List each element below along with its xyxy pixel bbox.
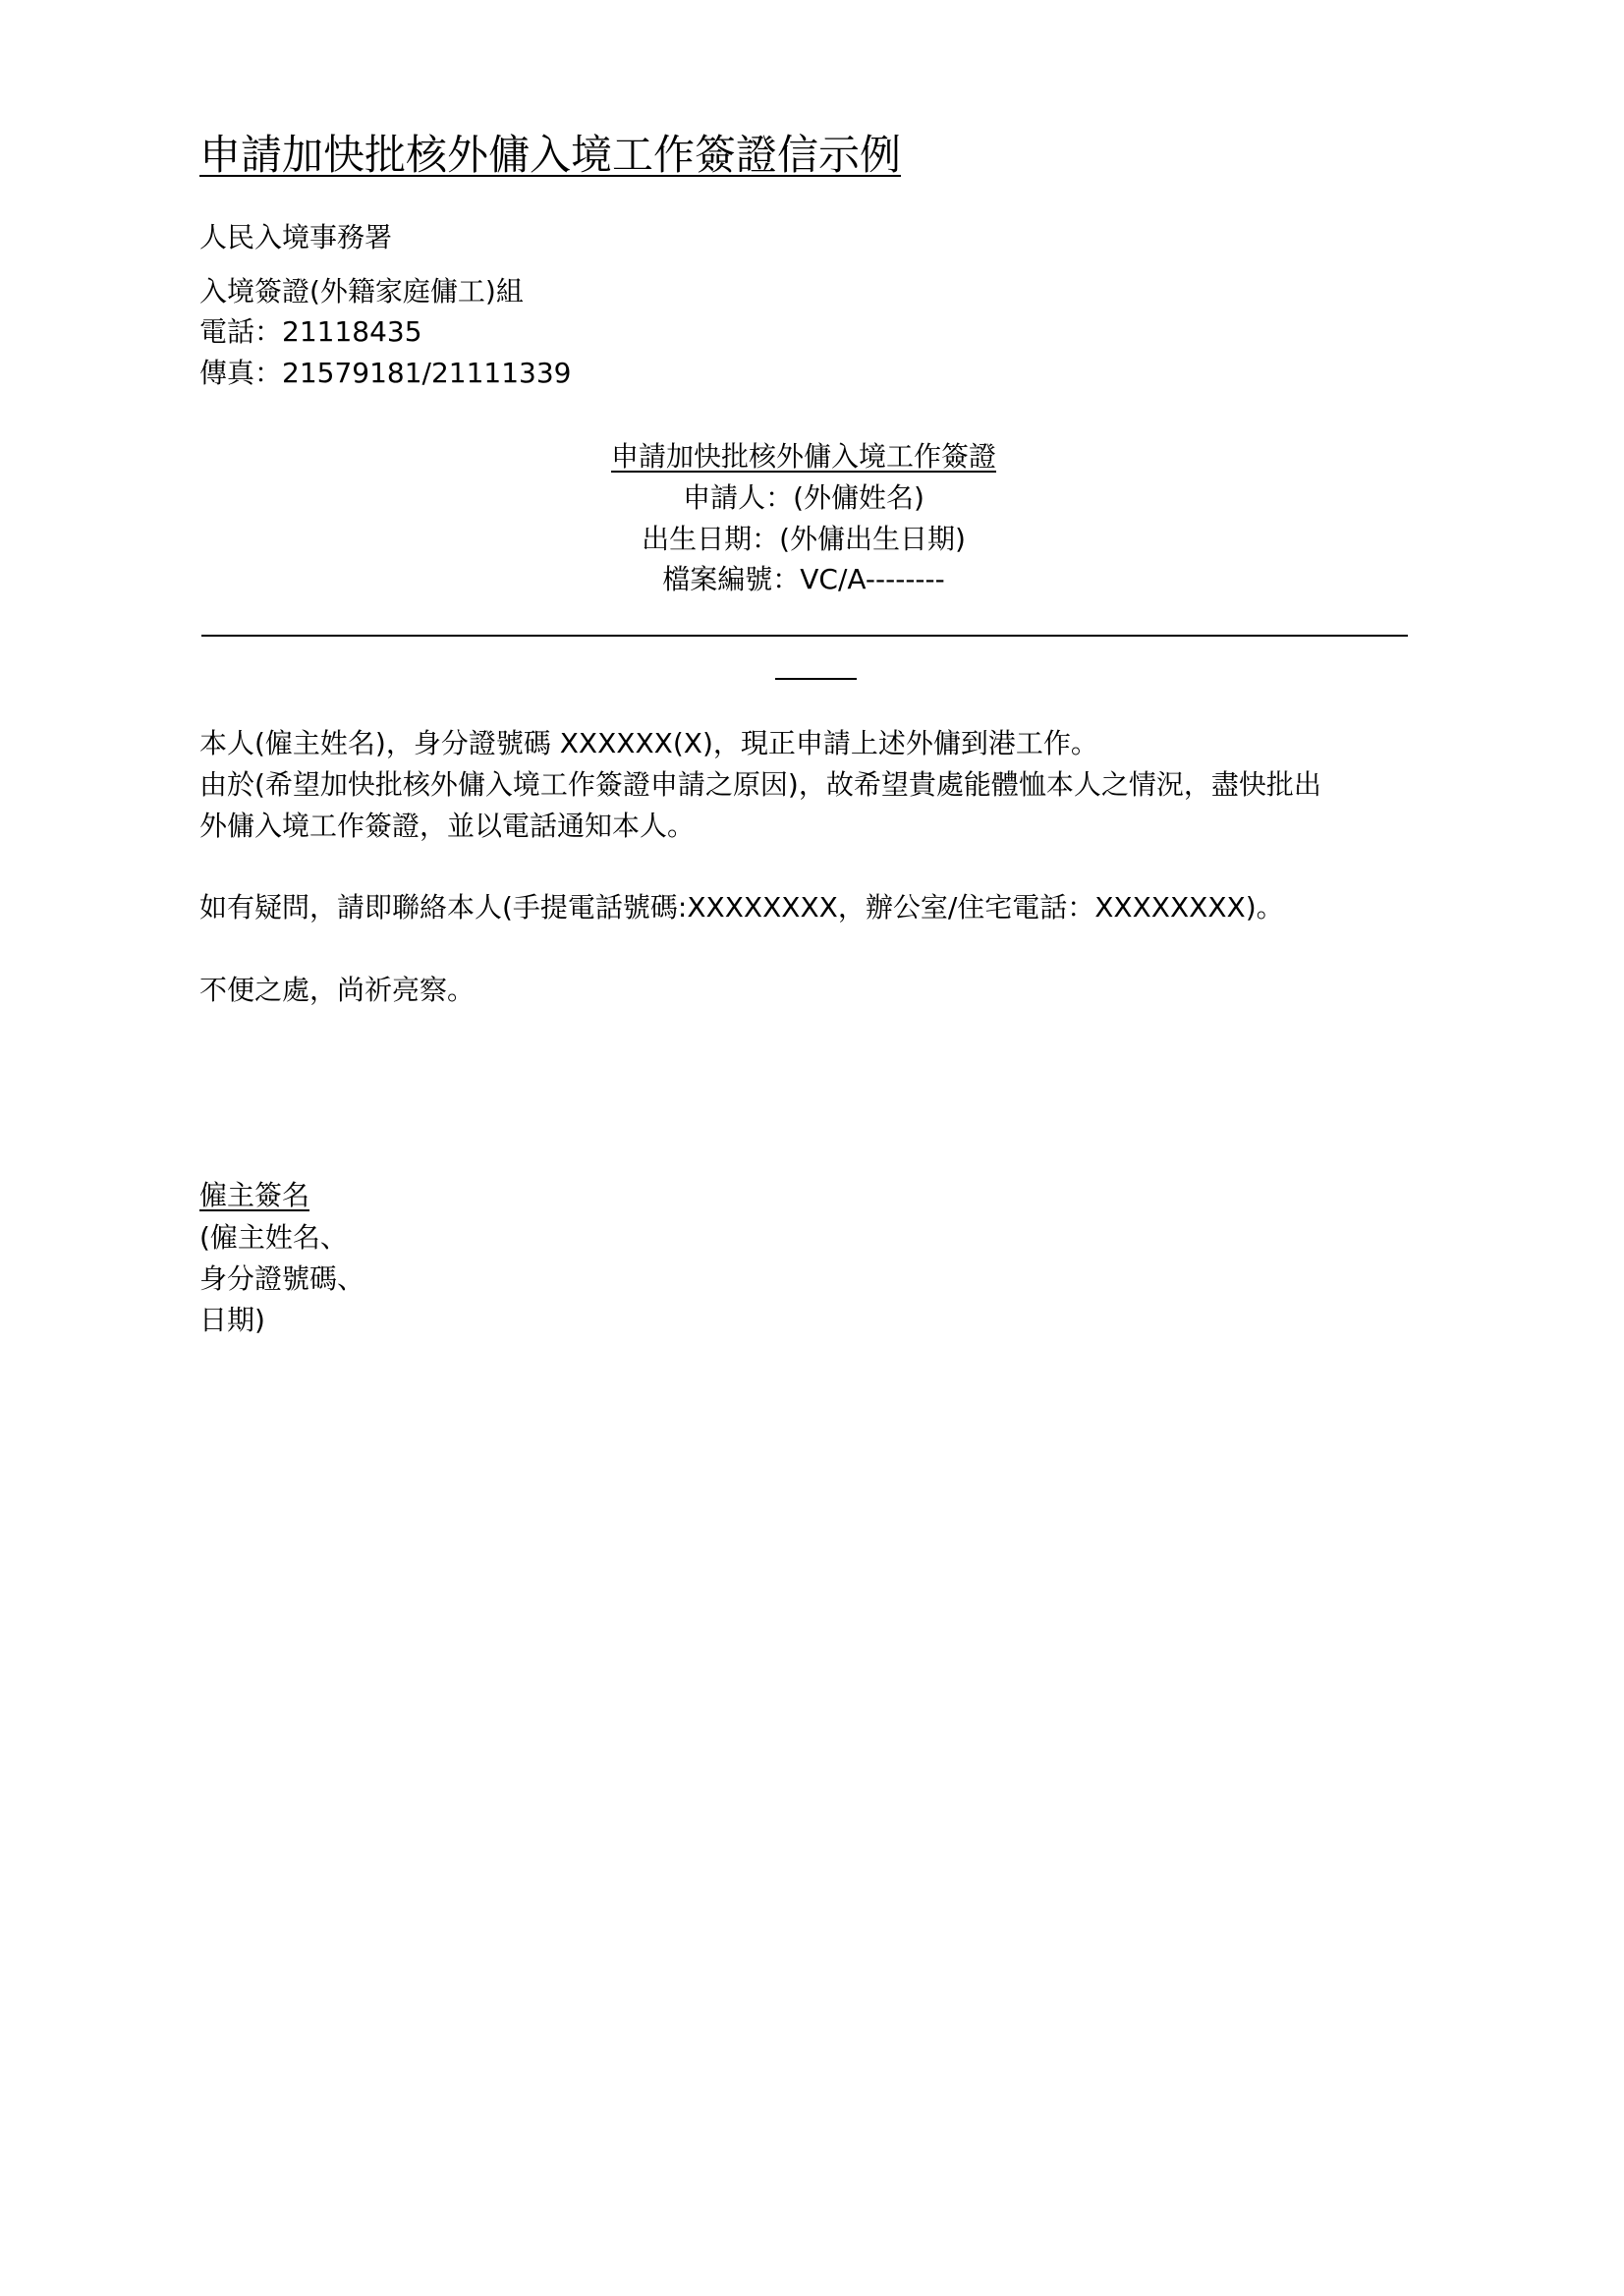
separator-line-continued	[775, 678, 857, 680]
signature-line-3: 日期)	[199, 1304, 265, 1336]
subject-file-number: 檔案編號：VC/A--------	[662, 563, 945, 595]
subject-heading-text: 申請加快批核外傭入境工作簽證	[610, 440, 996, 473]
signature-line-1: (僱主姓名、	[199, 1221, 348, 1254]
recipient-section: 入境簽證(外籍家庭傭工)組	[199, 275, 524, 308]
signature-label: 僱主簽名	[199, 1179, 310, 1211]
recipient-department: 人民入境事務署	[199, 221, 393, 253]
body-line-2: 由於(希望加快批核外傭入境工作簽證申請之原因)，故希望貴處能體恤本人之情況，盡快批出	[199, 768, 1321, 801]
closing-paragraph: 不便之處，尚祈亮察。	[199, 974, 476, 1006]
contact-paragraph: 如有疑問，請即聯絡本人(手提電話號碼:XXXXXXXX，辦公室/住宅電話：XXXXXXXX)。	[199, 891, 1284, 924]
subject-applicant: 申請人：(外傭姓名)	[683, 481, 924, 514]
subject-dob: 出生日期：(外傭出生日期)	[642, 523, 966, 555]
body-line-1: 本人(僱主姓名)，身分證號碼 XXXXXX(X)，現正申請上述外傭到港工作。	[199, 727, 1098, 759]
separator-line	[201, 635, 1408, 637]
recipient-fax: 傳真：21579181/21111339	[199, 357, 572, 389]
subject-heading	[199, 437, 1408, 476]
recipient-phone: 電話：21118435	[199, 315, 422, 348]
signature-line-2: 身分證號碼、	[199, 1262, 365, 1295]
document-title: 申請加快批核外傭入境工作簽證信示例	[199, 131, 902, 179]
body-line-3: 外傭入境工作簽證，並以電話通知本人。	[199, 810, 696, 842]
